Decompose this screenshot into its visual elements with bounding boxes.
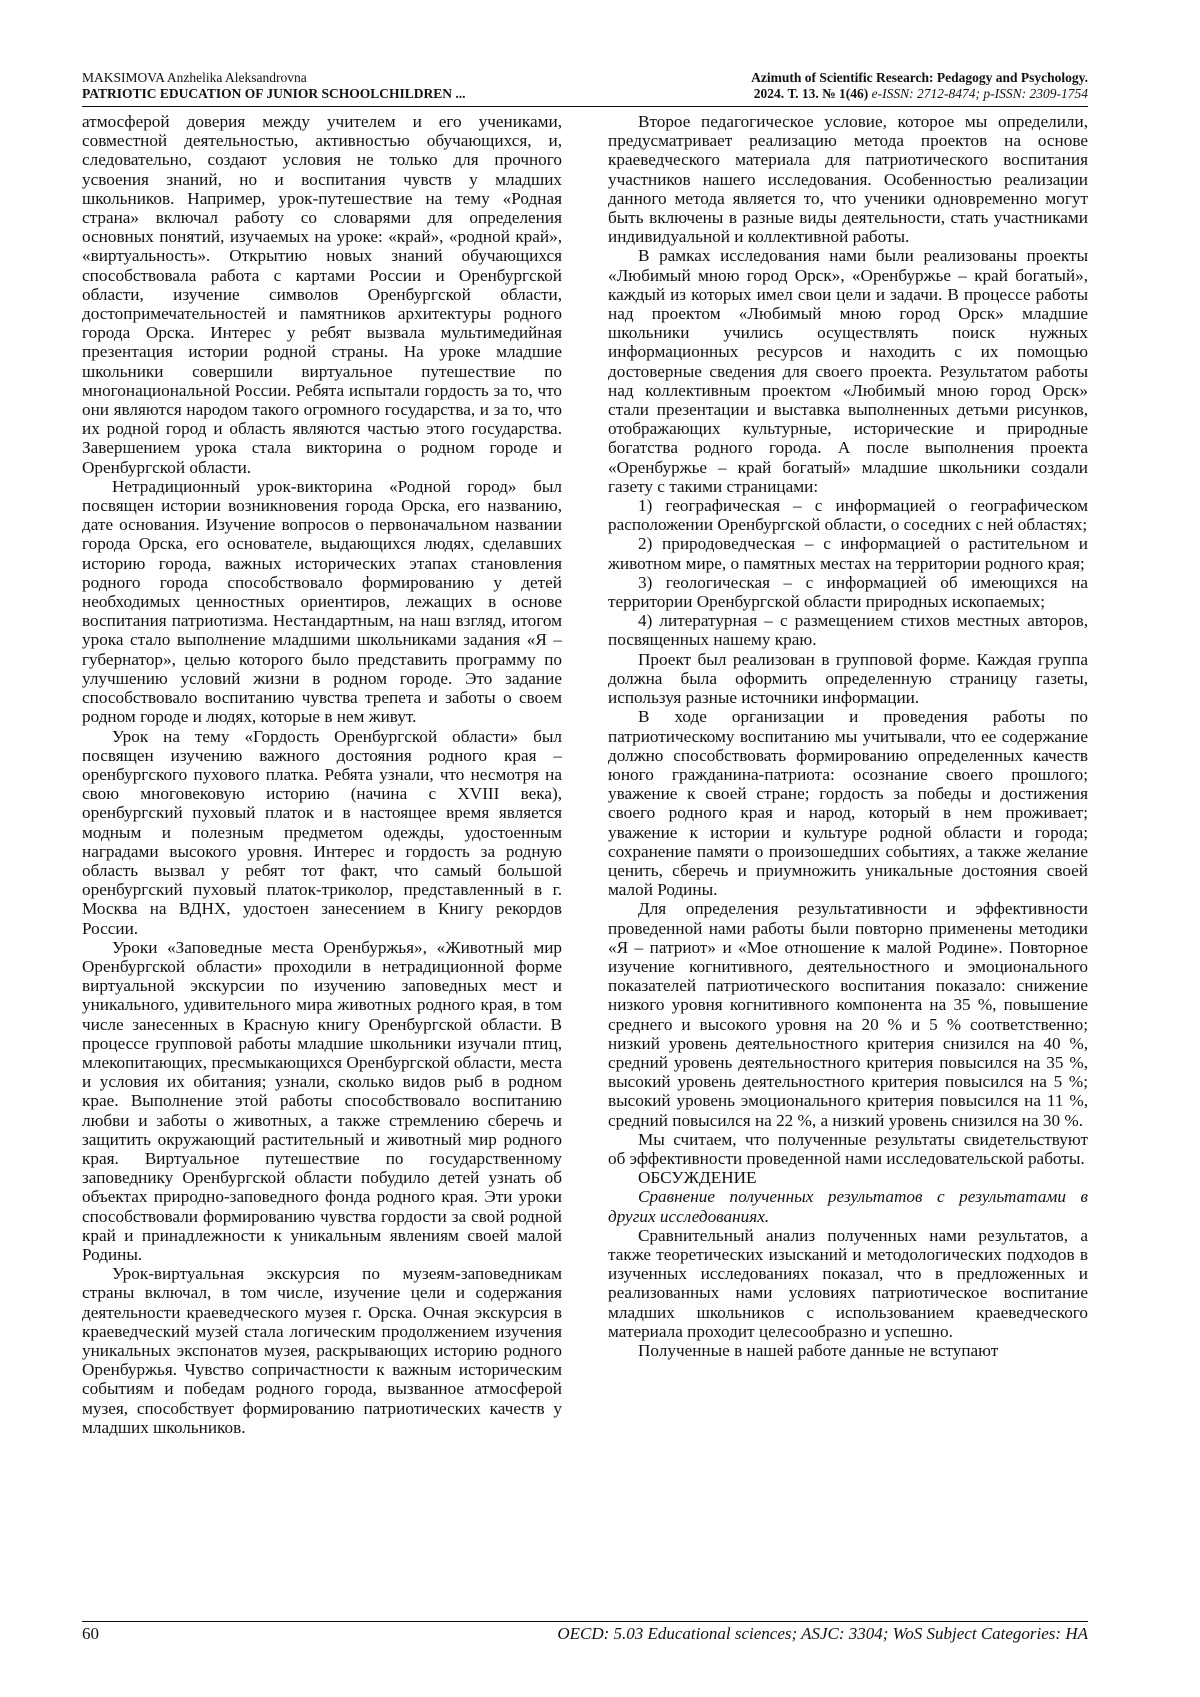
paragraph: В ходе организации и проведения работы по патриотическому воспитанию мы учитывали, что ее содержание должно способствовать формированию определенных качеств юного гражданина-патриота: осознание своего прошлого; уважение к своей стране; гордость за победы и достижения своего родного края и народ, который в нем проживает; уважение к истории и культуре родной области и города; сохранение памяти о произошедших событиях, а также желание ценить, сберечь и приумножить уникальные достояния своей малой Родины. xyxy=(608,707,1088,900)
paragraph: Сравнительный анализ полученных нами результатов, а также теоретических изысканий и методологических подходов в изученных исследованиях показал, что в предложенных и реализованных нами условиях патриотическое воспитание младших школьников с использованием краеведческого материала проходит целесообразно и успешно. xyxy=(608,1225,1088,1341)
paragraph: В рамках исследования нами были реализованы проекты «Любимый мною город Орск», «Оренбуржье – край богатый», каждый из которых имел свои цели и задачи. В процессе работы над проектом «Любимый мною город Орск» младшие школьники учились осуществлять поиск нужных информационных ресурсов и находить с их помощью достоверные сведения для своего проекта. Результатом работы над коллективным проектом «Любимый мною город Орск» стали презентации и выставка выполненных детьми рисунков, отображающих культурные, исторические и природные богатства родного города. А после выполнения проекта «Оренбуржье – край богатый» младшие школьники создали газету с такими страницами: xyxy=(608,246,1088,496)
paragraph: Проект был реализован в групповой форме. Каждая группа должна была оформить определенную страницу газеты, используя разные источники информации. xyxy=(608,649,1088,708)
list-item: 3) геологическая – с информацией об имеющихся на территории Оренбургской области природных ископаемых; xyxy=(608,572,1088,612)
header-issn: e-ISSN: 2712-8474; p-ISSN: 2309-1754 xyxy=(871,86,1088,101)
header-left xyxy=(82,70,466,102)
paragraph: Нетрадиционный урок-викторина «Родной город» был посвящен истории возникновения города Орска, его названию, дате основания. Изучение вопросов о первоначальном названии города Орска, его основателе, выдающихся людях, сделавших историю города, важных исторических этапах становления родного города способствовало формированию у детей необходимых ценностных ориентиров, лежащих в основе воспитания патриотизма. Нестандартным, на наш взгляд, итогом урока стало выполнение младшими школьниками задания «Я – губернатор», целью которого было представить программу по улучшению условий жизни в родном городе. Это задание способствовало воспитанию чувства трепета и заботы о своем родном городе и людях, которые в нем живут. xyxy=(82,476,562,727)
paragraph: Полученные в нашей работе данные не вступают xyxy=(638,1341,999,1360)
right-column xyxy=(608,112,1088,1620)
paragraph: Для определения результативности и эффективности проведенной нами работы были повторно применены методики «Я – патриот» и «Мое отношение к малой Родине». Повторное изучение когнитивного, деятельностного и эмоционального показателей патриотического воспитания показало: снижение низкого уровня когнитивного компонента на 35 %, повышение среднего и высокого уровня на 20 % и 5 % соответственно; низкий уровень деятельностного критерия снизился на 40 %, средний уровень деятельностного критерия повысился на 35 %, высокий уровень деятельностного критерия повысился на 5 %; высокий уровень эмоционального критерия повысился на 11 %, средний повысился на 22 %, а низкий уровень снизился на 30 %. xyxy=(608,899,1088,1130)
header-divider xyxy=(82,106,1088,107)
header-right xyxy=(751,70,1088,102)
header-author: MAKSIMOVA Anzhelika Aleksandrovna xyxy=(82,70,307,85)
subsection-heading: Сравнение полученных результатов с результатами в других исследованиях. xyxy=(608,1187,1088,1226)
header-issue-line xyxy=(751,86,1088,102)
list-item: 2) природоведческая – с информацией о растительном и животном мире, о памятных местах на территории родного края; xyxy=(608,534,1088,573)
paragraph: Урок-виртуальная экскурсия по музеям-заповедникам страны включал, в том числе, изучение цели и содержания деятельности краеведческого музея г. Орска. Очная экскурсия в краеведческий музей стала логическим продолжением изучения уникальных экспонатов музея, раскрывающих историю родного Оренбуржья. Чувство сопричастности к важным историческим событиям и победам родного города, вызванное атмосферой музея, способствует формированию патриотических качеств у младших школьников. xyxy=(82,1264,562,1437)
header-journal-title: Azimuth of Scientific Research: Pedagogy and Psychology. xyxy=(751,70,1088,85)
header-short-title: PATRIOTIC EDUCATION OF JUNIOR SCHOOLCHILDREN ... xyxy=(82,86,466,101)
page-number: 60 xyxy=(82,1624,99,1643)
footer-divider xyxy=(82,1621,1088,1622)
paragraph: Мы считаем, что полученные результаты свидетельствуют об эффективности проведенной нами исследовательской работы. xyxy=(608,1129,1088,1168)
list-item: 1) географическая – с информацией о географическом расположении Оренбургской области, о соседних с ней областях; xyxy=(608,496,1088,535)
paragraph: Урок на тему «Гордость Оренбургской области» был посвящен изучению важного достояния родного края – оренбургского пухового платка. Ребята узнали, что несмотря на свою многовековую историю (начина с XVIII века), оренбургский пуховый платок и в настоящее время является модным и полезным предметом одежды, удостоенным наградами высокого уровня. Интерес и гордость за родную область вызвал у ребят тот факт, что самый большой оренбургский пуховый платок-триколор, представленный в г. Москва на ВДНХ, удостоен занесением в Книгу рекордов России. xyxy=(82,726,562,938)
header-issue: 2024. Т. 13. № 1(46) xyxy=(753,86,869,101)
paragraph: Второе педагогическое условие, которое мы определили, предусматривает реализацию метода проектов на основе краеведческого материала для патриотического воспитания участников нашего исследования. Особенностью реализации данного метода является то, что ученики одновременно могут быть включены в разные виды деятельности, стать участниками индивидуальной и коллективной работы. xyxy=(608,112,1088,247)
page-footer xyxy=(82,1624,1088,1646)
running-header xyxy=(82,70,1088,104)
paragraph: атмосферой доверия между учителем и его учениками, совместной деятельностью, активностью обучающихся, и, следовательно, создают условия не только для прочного усвоения знаний, но и воспитания чувств у младших школьников. Например, урок-путешествие на тему «Родная страна» включал работу со словарями для определения основных понятий, изучаемых на уроке: «край», «родной край», «виртуальность». Открытию новых знаний обучающихся способствовала работа с картами России и Оренбургской области, изучение символов Оренбургской области, достопримечательностей и памятников архитектуры родного города Орска. Интерес у ребят вызвала мультимедийная презентация истории родной страны. На уроке младшие школьники совершили виртуальное путешествие по многонациональной России. Ребята испытали гордость за то, что они являются народом такого огромного государства, и за то, что их родной город и область являются частью этого государства. Завершением урока стала викторина о родном городе и Оренбургской области. xyxy=(82,112,562,477)
left-column xyxy=(82,112,562,1620)
list-item: 4) литературная – с размещением стихов местных авторов, посвященных нашему краю. xyxy=(608,611,1088,650)
section-heading: ОБСУЖДЕНИЕ xyxy=(638,1168,757,1188)
paragraph: Уроки «Заповедные места Оренбуржья», «Животный мир Оренбургской области» проходили в нетрадиционной форме виртуальной экскурсии по изучению заповедных мест и уникального, удивительного мира животных родного края, в том числе занесенных в Красную книгу Оренбургской области. В процессе групповой работы младшие школьники изучали птиц, млекопитающих, пресмыкающихся Оренбургской области, места и условия их обитания; узнали, сколько видов рыб в родном крае. Выполнение этой работы способствовало воспитанию любви и заботы о животных, а также стремлению сберечь и защитить окружающий растительный и животный мир родного края. Виртуальное путешествие по государственному заповеднику Оренбургской области побудило детей узнать об объектах природно-заповедного фонда родного края. Эти уроки способствовали формированию чувства гордости за свой родной край и принадлежности к уникальным явлениям своей малой Родины. xyxy=(82,937,562,1264)
footer-classification: OECD: 5.03 Educational sciences; ASJC: 3304; WoS Subject Categories: HA xyxy=(557,1624,1088,1643)
